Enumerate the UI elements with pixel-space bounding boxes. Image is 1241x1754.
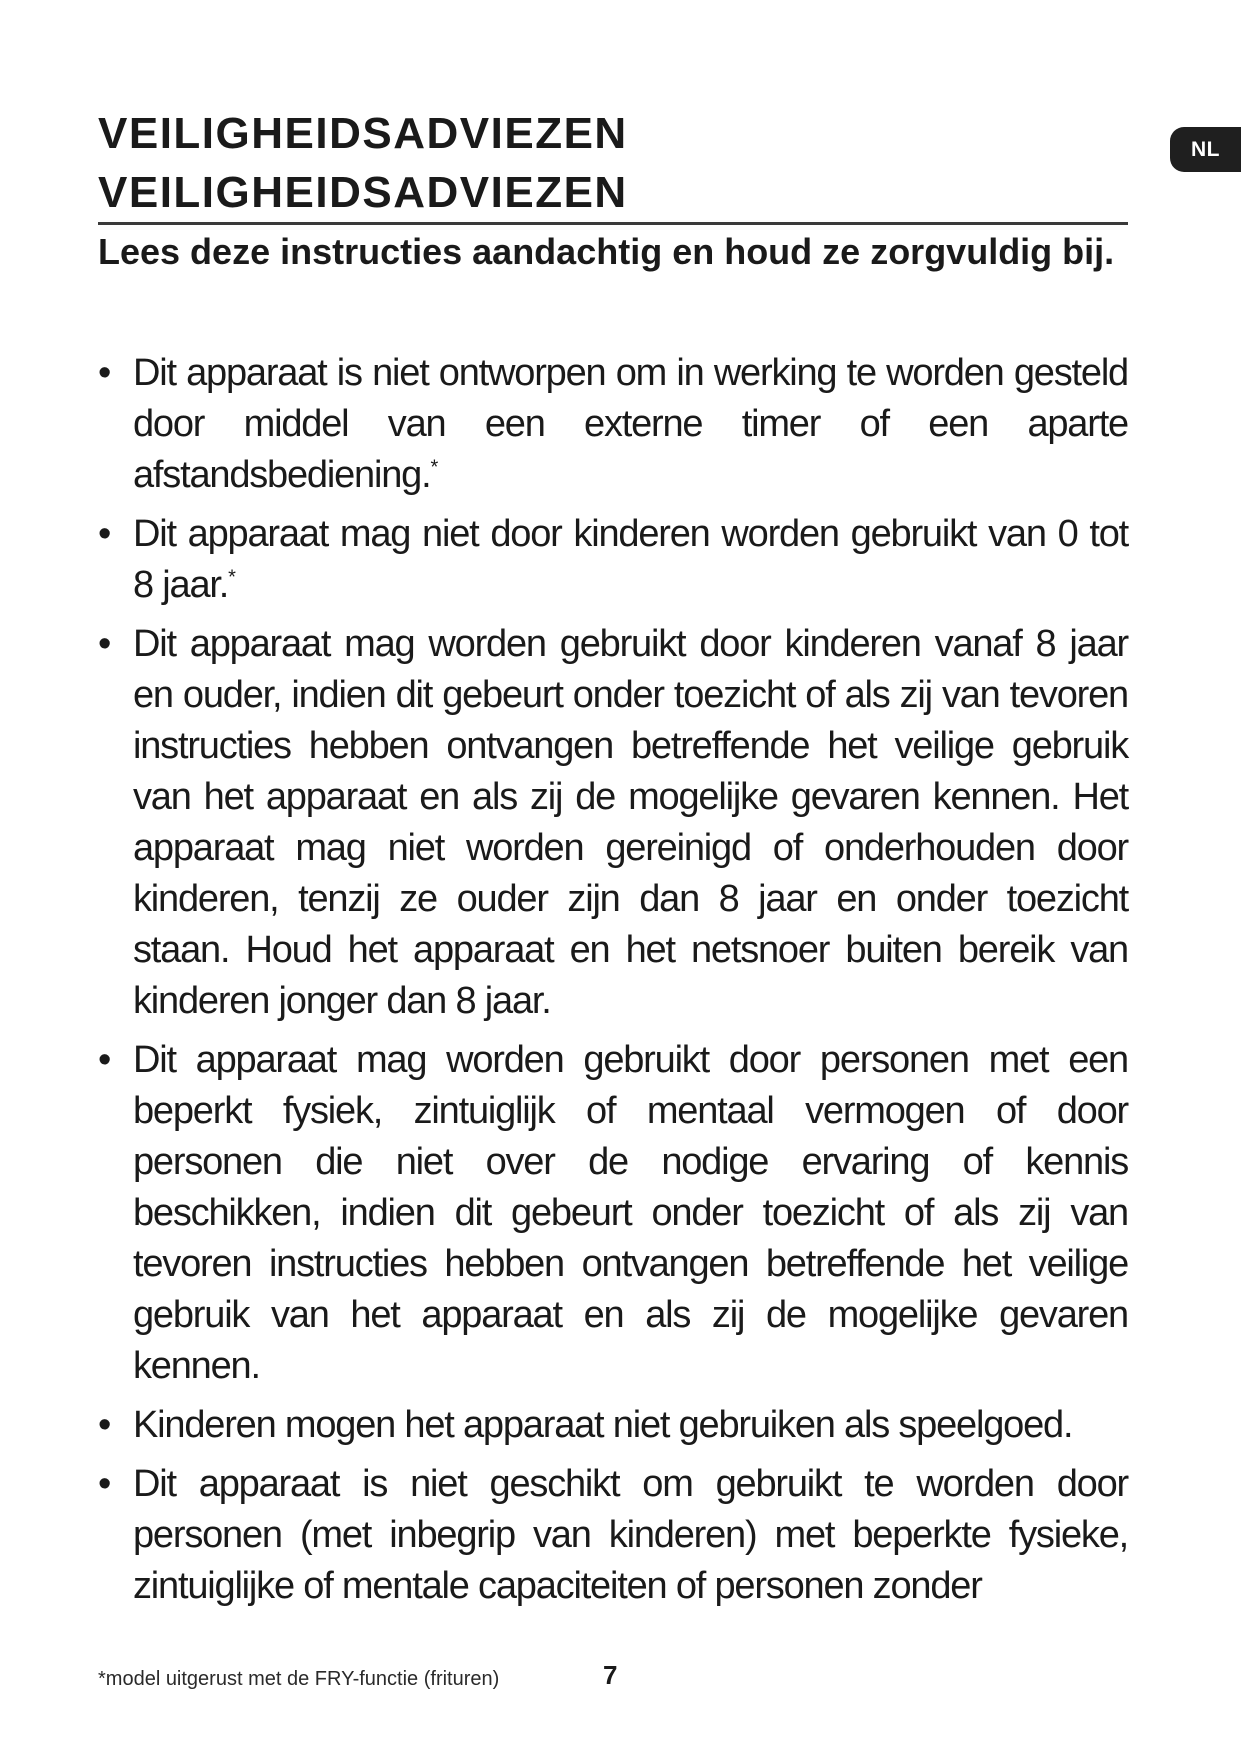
heading-line-2: VEILIGHEIDSADVIEZEN	[98, 168, 628, 217]
section-heading	[98, 104, 1128, 225]
bullet-marker: •	[98, 1039, 111, 1081]
bullet-marker: •	[98, 1463, 111, 1505]
intro-text: Lees deze instructies aandachtig en houd ze zorgvuldig bij.	[98, 231, 1115, 272]
list-item	[98, 1459, 1128, 1612]
safety-list	[98, 348, 1128, 1620]
list-item	[98, 509, 1128, 611]
list-item	[98, 619, 1128, 1027]
bullet-marker: •	[98, 352, 111, 394]
list-item	[98, 1035, 1128, 1392]
heading-divider	[98, 222, 1128, 225]
list-item-text: Dit apparaat mag worden gebruikt door personen met een beperkt fysiek, zintuiglijk of mentaal vermogen of door personen die niet over de nodige ervaring of kennis beschikken, indien dit gebeurt onder toezicht of als zij van tevoren instructies hebben ontvangen betreffende het veilige gebruik van het apparaat en als zij de mogelijke gevaren kennen.	[133, 1039, 1128, 1387]
list-item	[98, 1400, 1128, 1451]
heading-line-1: VEILIGHEIDSADVIEZEN	[98, 109, 628, 158]
bullet-marker: •	[98, 623, 111, 665]
footnote: *model uitgerust met de FRY-functie (frituren)	[98, 1668, 500, 1690]
bullet-marker: •	[98, 1404, 111, 1446]
list-item-text: Dit apparaat is niet geschikt om gebruikt te worden door personen (met inbegrip van kinderen) met beperkte fysieke, zintuiglijke of mentale capaciteiten of personen zonder	[133, 1463, 1128, 1607]
list-item-text: Dit apparaat mag worden gebruikt door kinderen vanaf 8 jaar en ouder, indien dit gebeurt onder toezicht of als zij van tevoren instructies hebben ontvangen betreffende het veilige gebruik van het apparaat en als zij de mogelijke gevaren kennen. Het apparaat mag niet worden gereinigd of onderhouden door kinderen, tenzij ze ouder zijn dan 8 jaar en onder toezicht staan. Houd het apparaat en het netsnoer buiten bereik van kinderen jonger dan 8 jaar.	[133, 623, 1128, 1022]
page-number: 7	[603, 1660, 618, 1690]
language-tab: NL	[1170, 127, 1241, 172]
list-item-text: Dit apparaat mag niet door kinderen worden gebruikt van 0 tot 8 jaar.	[133, 513, 1128, 606]
bullet-marker: •	[98, 513, 111, 555]
asterisk-mark: *	[228, 566, 235, 589]
list-item	[98, 348, 1128, 501]
asterisk-mark: *	[430, 456, 438, 479]
list-item-text: Kinderen mogen het apparaat niet gebruiken als speelgoed.	[133, 1404, 1073, 1446]
list-item-text: Dit apparaat is niet ontworpen om in werking te worden gesteld door middel van een externe timer of een aparte afstandsbediening.	[133, 352, 1128, 496]
